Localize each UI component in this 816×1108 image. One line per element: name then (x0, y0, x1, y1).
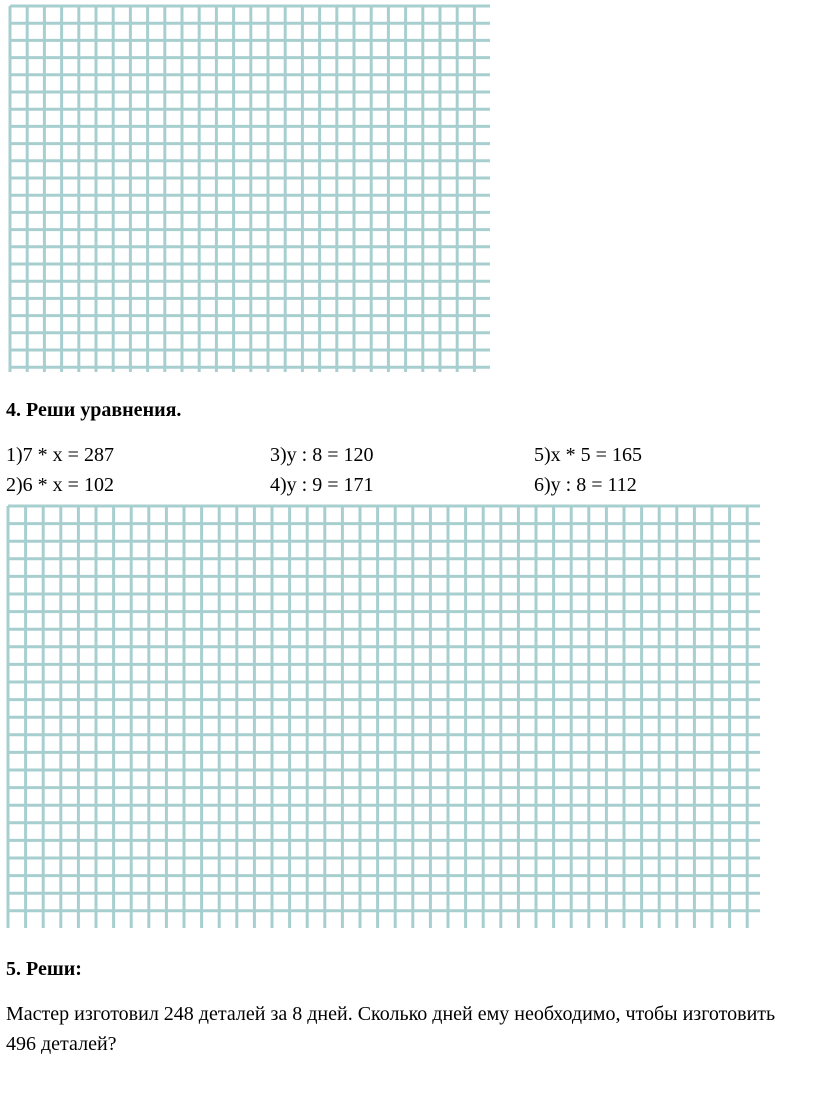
problem-heading: 5. Реши: (6, 958, 82, 980)
problem-text: Мастер изготовил 248 деталей за 8 дней. Сколько дней ему необходимо, чтобы изготовить 496 деталей? (6, 1003, 776, 1055)
answer-grid-bottom (0, 496, 770, 936)
equations-heading: 4. Реши уравнения. (6, 399, 182, 421)
equation-6: 6)y : 8 = 112 (534, 474, 637, 496)
equation-2: 2)6 * x = 102 (6, 474, 114, 496)
equation-4: 4)y : 9 = 171 (270, 474, 374, 496)
answer-grid-top (0, 0, 500, 380)
equation-3: 3)y : 8 = 120 (270, 444, 374, 466)
equation-1: 1)7 * x = 287 (6, 444, 114, 466)
equation-5: 5)x * 5 = 165 (534, 444, 642, 466)
